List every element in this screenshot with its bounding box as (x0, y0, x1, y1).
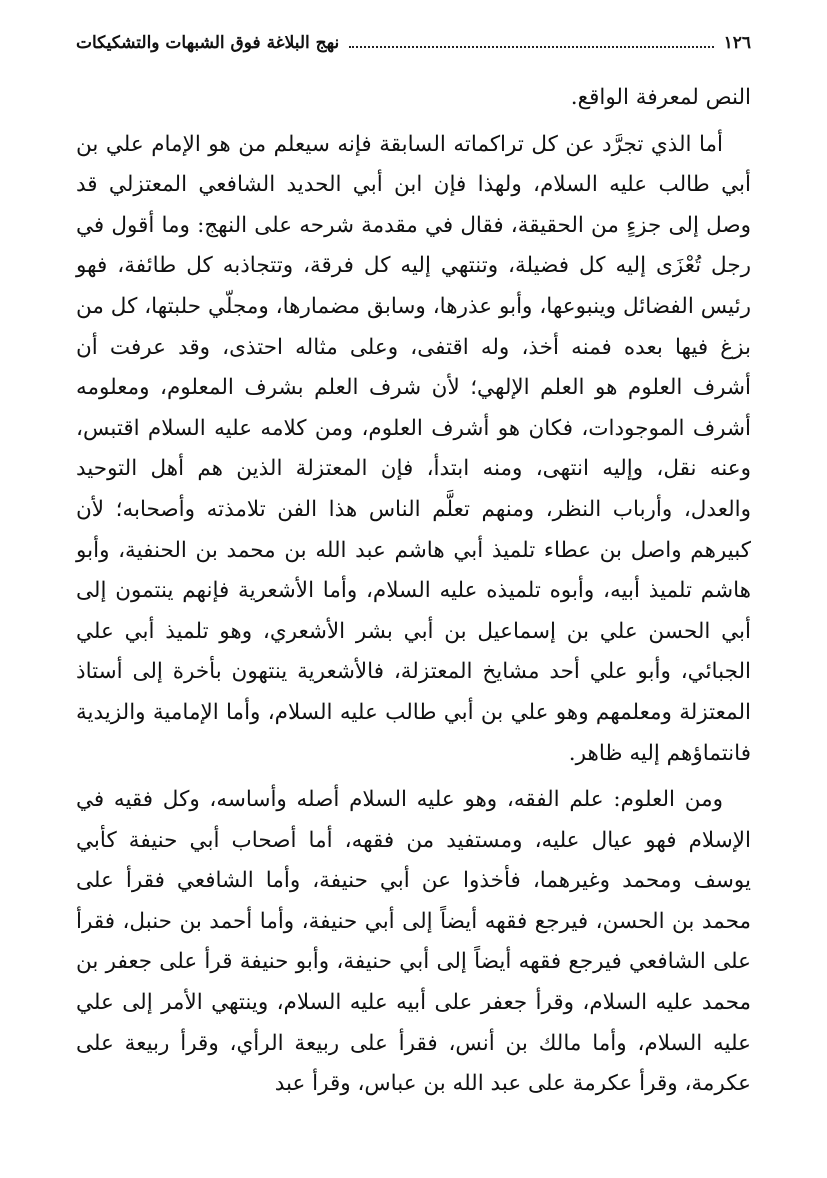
paragraph: ومن العلوم: علم الفقه، وهو عليه السلام أصله وأساسه، وكل فقيه في الإسلام فهو عيال عليه، ومستفيد من فقهه، أما أصحاب أبي حنيفة كأبي يوسف ومحمد وغيرهما، فأخذوا عن أبي حنيفة، وأما الشافعي فقرأ على محمد بن الحسن، فيرجع فقهه أيضاً إلى أبي حنيفة، وأما أحمد بن حنبل، فقرأ على الشافعي فيرجع فقهه أيضاً إلى أبي حنيفة، وأبو حنيفة قرأ على جعفر بن محمد عليه السلام، وقرأ جعفر على أبيه عليه السلام، وينتهي الأمر إلى علي عليه السلام، وأما مالك بن أنس، فقرأ على ربيعة الرأي، وقرأ ربيعة على عكرمة، وقرأ عكرمة على عبد الله بن عباس، وقرأ عبد (76, 787, 751, 1097)
page-number: ١٢٦ (723, 33, 751, 53)
running-header (76, 30, 751, 58)
paragraph: أما الذي تجرَّد عن كل تراكماته السابقة فإنه سيعلم من هو الإمام علي بن أبي طالب عليه السلام، ولهذا فإن ابن أبي الحديد الشافعي المعتزلي قد وصل إلى جزءٍ من الحقيقة، فقال في مقدمة شرحه على النهج: وما أقول في رجل تُعْزَى إليه كل فضيلة، وتنتهي إليه كل فرقة، وتتجاذبه كل طائفة، فهو رئيس الفضائل وينبوعها، وأبو عذرها، وسابق مضمارها، ومجلّي حلبتها، كل من بزغ فيها بعده فمنه أخذ، وله اقتفى، وعلى مثاله احتذى، وقد عرفت أن أشرف العلوم هو العلم الإلهي؛ لأن شرف العلم بشرف المعلوم، ومعلومه أشرف الموجودات، فكان هو أشرف العلوم، ومن كلامه عليه السلام اقتبس، وعنه نقل، وإليه انتهى، ومنه ابتدأ، فإن المعتزلة الذين هم أهل التوحيد والعدل، وأرباب النظر، ومنهم تعلَّم الناس هذا الفن تلامذته وأصحابه؛ لأن كبيرهم واصل بن عطاء تلميذ أبي هاشم عبد الله بن محمد بن الحنفية، وأبو هاشم تلميذ أبيه، وأبوه تلميذه عليه السلام، وأما الأشعرية فإنهم ينتمون إلى أبي الحسن علي بن إسماعيل بن أبي بشر الأشعري، وهو تلميذ أبي علي الجبائي، وأبو علي أحد مشايخ المعتزلة، فالأشعرية ينتهون بأخرة إلى أستاذ المعتزلة ومعلمهم وهو علي بن أبي طالب عليه السلام، وأما الإمامية والزيدية فانتماؤهم إليه ظاهر. (76, 131, 751, 766)
header-dot-leader (349, 46, 713, 48)
page-body (76, 78, 751, 1105)
paragraph-continuation: النص لمعرفة الواقع. (570, 85, 751, 110)
book-title: نهج البلاغة فوق الشبهات والتشكيكات (76, 33, 340, 53)
